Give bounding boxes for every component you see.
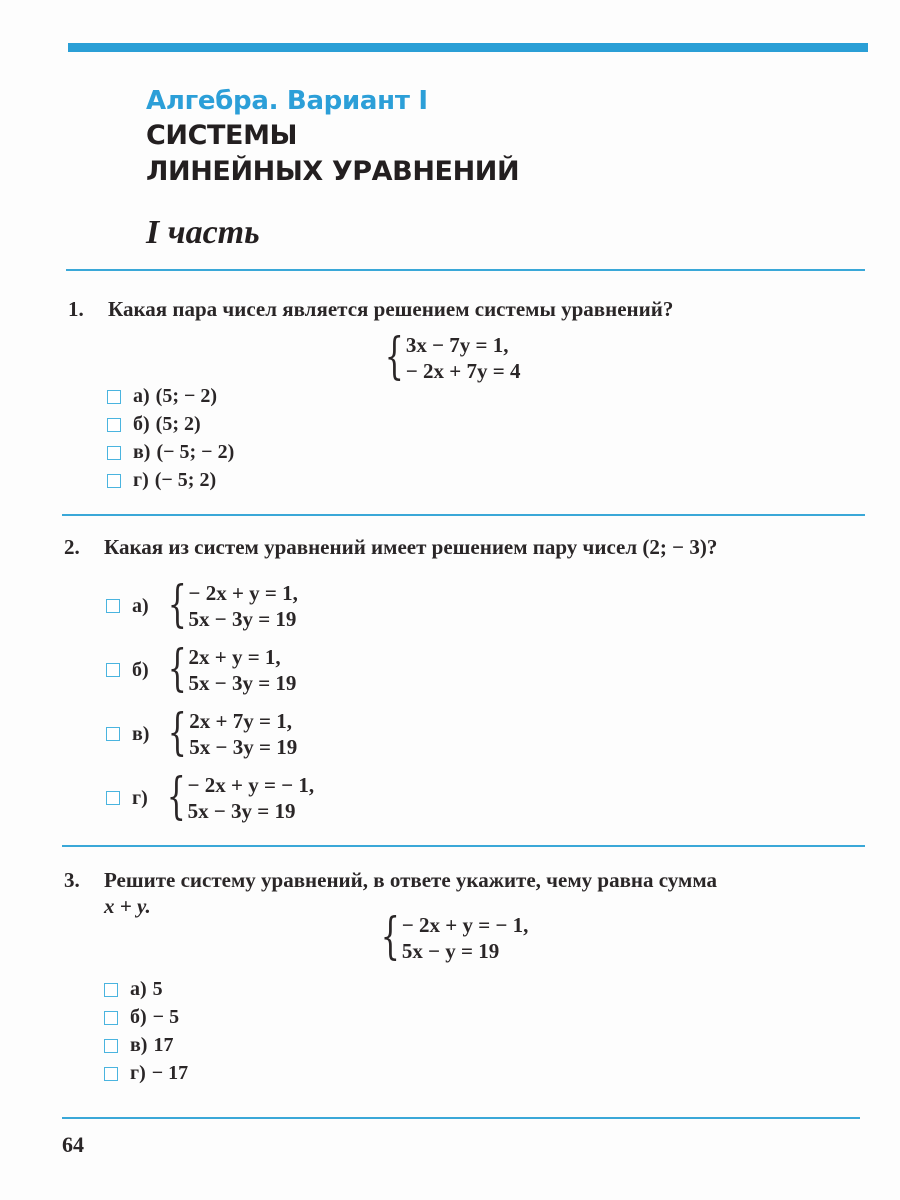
answer-option-g[interactable]: г) (− 5; 2) bbox=[107, 469, 216, 492]
equation-system: { − 2x + y = − 1, 5x − 3y = 19 bbox=[166, 767, 315, 825]
checkbox[interactable] bbox=[104, 1067, 118, 1081]
question-number: 3. bbox=[64, 868, 80, 892]
checkbox[interactable] bbox=[104, 1011, 118, 1025]
divider bbox=[66, 269, 865, 271]
checkbox[interactable] bbox=[104, 983, 118, 997]
brace-icon: { bbox=[167, 575, 187, 633]
checkbox[interactable] bbox=[107, 418, 121, 432]
page-header bbox=[146, 84, 519, 190]
question-number: 2. bbox=[64, 535, 80, 559]
equation-system bbox=[368, 907, 529, 965]
divider bbox=[62, 845, 865, 847]
equation-system: { 2x + y = 1, 5x − 3y = 19 bbox=[167, 639, 297, 697]
checkbox[interactable] bbox=[104, 1039, 118, 1053]
answer-option-a[interactable]: а) (5; − 2) bbox=[107, 385, 217, 408]
checkbox[interactable] bbox=[106, 727, 120, 741]
checkbox[interactable] bbox=[107, 474, 121, 488]
equation-system: { − 2x + y = 1, 5x − 3y = 19 bbox=[167, 575, 298, 633]
question-text: Какая пара чисел является решением системы уравнений? bbox=[108, 297, 674, 321]
answer-option-a[interactable]: а) 5 bbox=[104, 978, 163, 1001]
brace-icon: { bbox=[384, 327, 404, 385]
part-title: I часть bbox=[146, 214, 260, 251]
checkbox[interactable] bbox=[107, 390, 121, 404]
answer-option-v[interactable]: в) (− 5; − 2) bbox=[107, 441, 234, 464]
answer-option-b[interactable]: б) (5; 2) bbox=[107, 413, 201, 436]
checkbox[interactable] bbox=[106, 599, 120, 613]
equation-system: { 2x + 7y = 1, 5x − 3y = 19 bbox=[168, 703, 298, 761]
equation: 5x − y = 19 bbox=[401, 939, 500, 963]
answer-option-b[interactable]: б) − 5 bbox=[104, 1006, 179, 1029]
answer-option-b[interactable]: б) { 2x + y = 1, 5x − 3y = 19 bbox=[106, 644, 296, 696]
checkbox[interactable] bbox=[106, 791, 120, 805]
checkbox[interactable] bbox=[107, 446, 121, 460]
question-text-line2: x + y. bbox=[104, 894, 151, 918]
answer-option-g[interactable]: г) − 17 bbox=[104, 1062, 188, 1085]
question-number: 1. bbox=[68, 297, 84, 321]
brace-icon: { bbox=[166, 767, 186, 825]
brace-icon: { bbox=[380, 907, 400, 965]
question-text: Какая из систем уравнений имеет решением пару чисел (2; − 3)? bbox=[104, 535, 718, 559]
checkbox[interactable] bbox=[106, 663, 120, 677]
answer-option-g[interactable]: г) { − 2x + y = − 1, 5x − 3y = 19 bbox=[106, 772, 314, 824]
subject-title: Алгебра. Вариант I bbox=[146, 86, 428, 116]
equation: 3x − 7y = 1, bbox=[405, 333, 509, 357]
top-accent-bar bbox=[68, 43, 868, 52]
page-number: 64 bbox=[62, 1132, 84, 1157]
brace-icon: { bbox=[167, 639, 187, 697]
topic-title-line1: СИСТЕМЫ bbox=[146, 120, 298, 151]
equation: − 2x + 7y = 4 bbox=[405, 359, 521, 383]
answer-option-v[interactable]: в) 17 bbox=[104, 1034, 173, 1057]
answer-option-a[interactable]: а) { − 2x + y = 1, 5x − 3y = 19 bbox=[106, 580, 298, 632]
topic-title-line2: ЛИНЕЙНЫХ УРАВНЕНИЙ bbox=[146, 156, 520, 187]
equation: − 2x + y = − 1, bbox=[401, 913, 529, 937]
divider bbox=[62, 514, 865, 516]
question-text: Решите систему уравнений, в ответе укажите, чему равна сумма bbox=[104, 868, 717, 892]
equation-system bbox=[372, 327, 521, 385]
answer-option-v[interactable]: в) { 2x + 7y = 1, 5x − 3y = 19 bbox=[106, 708, 297, 760]
brace-icon: { bbox=[168, 703, 188, 761]
footer-divider bbox=[62, 1117, 860, 1119]
